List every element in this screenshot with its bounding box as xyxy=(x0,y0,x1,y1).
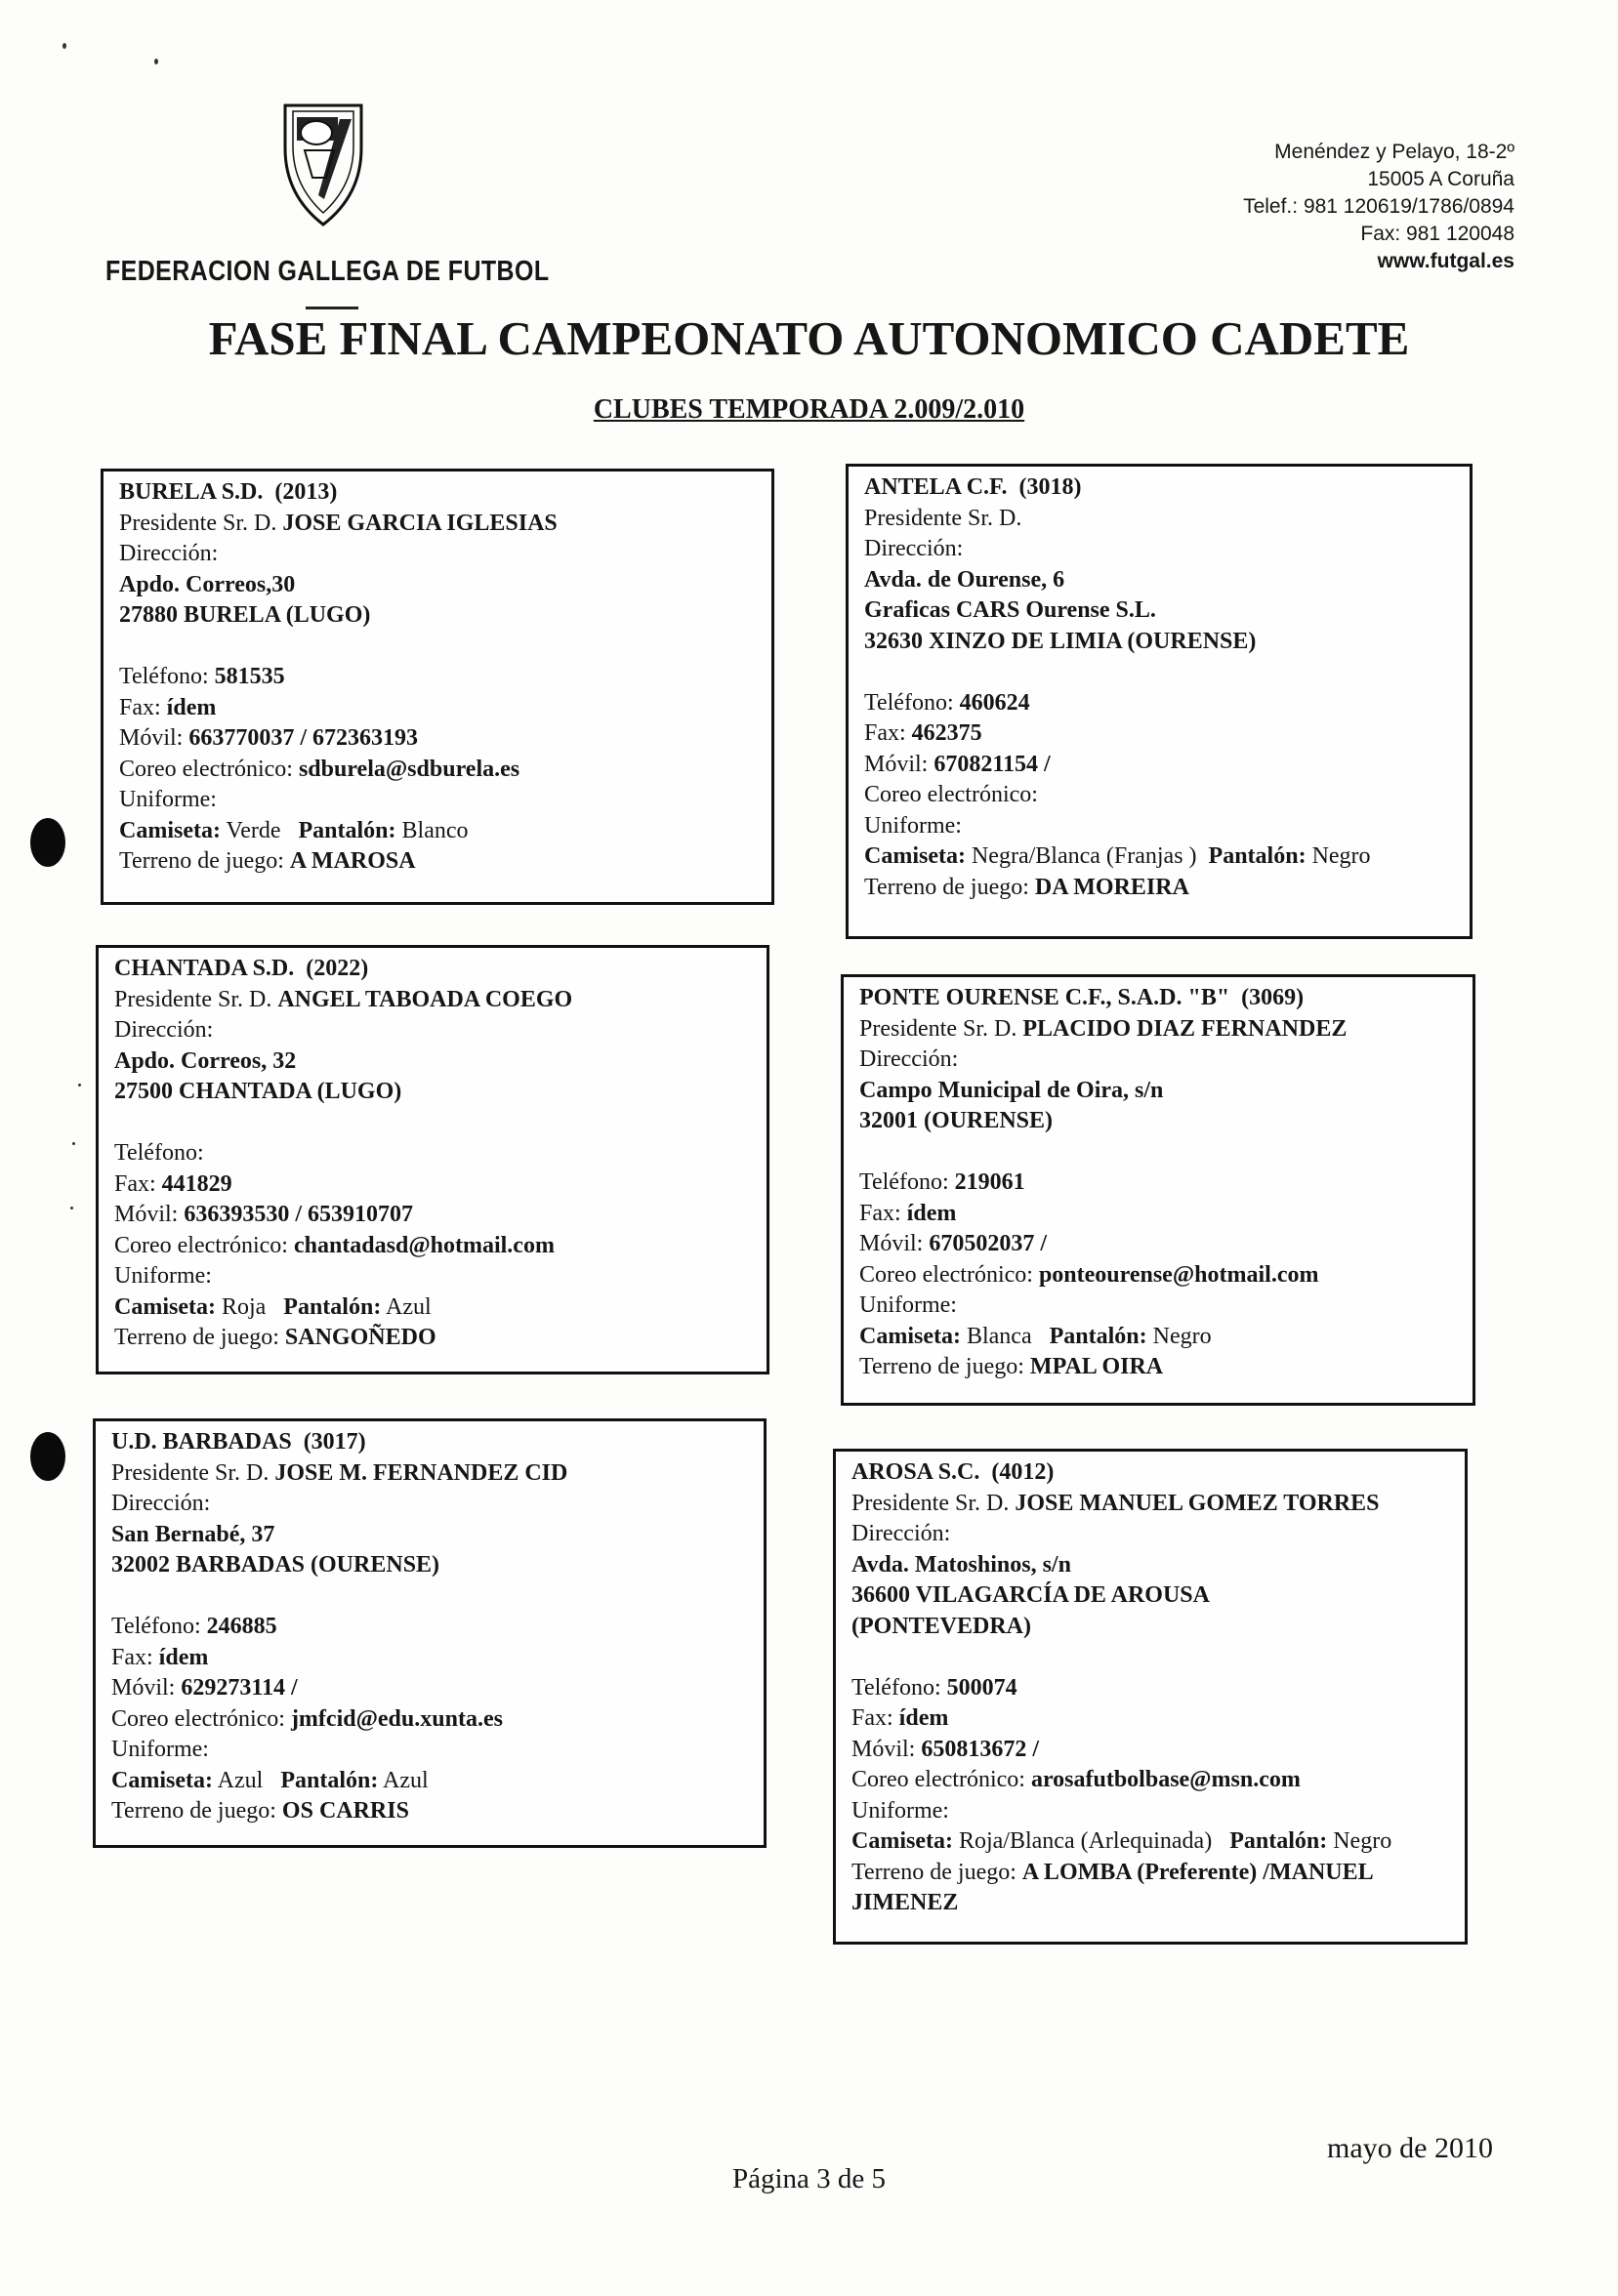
phone-label: Teléfono: xyxy=(851,1674,941,1701)
club-name-line xyxy=(864,472,1454,504)
club-card-burela xyxy=(101,469,774,905)
address-label: Dirección: xyxy=(864,536,964,561)
shorts-label: Pantalón: xyxy=(1049,1323,1147,1349)
shirt-label: Camiseta: xyxy=(114,1293,216,1320)
ground-value: MPAL OIRA xyxy=(1029,1354,1164,1379)
ground-label: Terreno de juego: xyxy=(111,1798,276,1824)
address-line: Avda. Matoshinos, s/n xyxy=(851,1551,1071,1578)
fax-value: 441829 xyxy=(161,1170,232,1197)
address-line: 32001 (OURENSE) xyxy=(859,1108,1054,1133)
shorts-value: Negro xyxy=(1333,1828,1392,1854)
club-name: PONTE OURENSE C.F., S.A.D. "B" xyxy=(859,985,1230,1010)
address-telephone: Telef.: 981 120619/1786/0894 xyxy=(1243,195,1514,218)
kit-line xyxy=(119,816,756,847)
title-overline xyxy=(306,307,358,309)
shorts-value: Azul xyxy=(386,1293,432,1320)
president-label: Presidente Sr. D. xyxy=(859,1015,1017,1042)
address-city: 15005 A Coruña xyxy=(1367,168,1514,190)
phone-value: 581535 xyxy=(214,664,285,689)
shorts-value: Blanco xyxy=(401,817,469,843)
address-line: San Bernabé, 37 xyxy=(111,1521,275,1547)
mobile-value: 636393530 / 653910707 xyxy=(184,1202,414,1227)
ground-value: OS CARRIS xyxy=(281,1798,409,1824)
mobile-value: 650813672 / xyxy=(921,1736,1040,1762)
club-card-barbadas xyxy=(93,1418,767,1848)
uniform-label: Uniforme: xyxy=(864,812,962,839)
fax-value: ídem xyxy=(166,694,217,720)
president-name: JOSE MANUEL GOMEZ TORRES xyxy=(1015,1490,1380,1516)
phone-label: Teléfono: xyxy=(119,664,209,689)
phone-label: Teléfono: xyxy=(111,1614,201,1639)
federation-address-block xyxy=(1243,139,1514,275)
uniform-label: Uniforme: xyxy=(859,1292,957,1318)
uniform-label: Uniforme: xyxy=(111,1737,209,1762)
phone-value: 246885 xyxy=(206,1614,277,1639)
fax-value: 462375 xyxy=(911,720,982,746)
phone-value: 460624 xyxy=(959,689,1030,716)
ground-line xyxy=(859,1352,1457,1383)
shirt-label: Camiseta: xyxy=(119,817,221,843)
scan-speck xyxy=(154,59,158,64)
fax-label: Fax: xyxy=(864,720,906,746)
address-line: Apdo. Correos, 32 xyxy=(114,1047,297,1074)
shorts-label: Pantalón: xyxy=(1208,843,1307,869)
address-label: Dirección: xyxy=(111,1491,211,1516)
address-line: Apdo. Correos,30 xyxy=(119,571,296,597)
email-label: Coreo electrónico: xyxy=(119,756,293,782)
phone-line xyxy=(859,1168,1457,1199)
shorts-label: Pantalón: xyxy=(280,1767,379,1793)
shorts-value: Negro xyxy=(1152,1323,1212,1349)
mobile-value: 670821154 / xyxy=(933,751,1051,777)
email-line xyxy=(114,1231,751,1262)
fax-label: Fax: xyxy=(859,1200,901,1226)
shorts-label: Pantalón: xyxy=(283,1293,382,1320)
fax-label: Fax: xyxy=(114,1170,156,1197)
address-label: Dirección: xyxy=(114,1017,214,1043)
shirt-value: Verde xyxy=(226,817,281,843)
fax-line xyxy=(114,1169,751,1201)
fax-line xyxy=(864,718,1454,750)
ground-value: A LOMBA (Preferente) /MANUEL xyxy=(1021,1859,1374,1885)
mobile-label: Móvil: xyxy=(864,751,929,777)
ground-line xyxy=(111,1796,748,1827)
email-label: Coreo electrónico: xyxy=(114,1232,288,1258)
fax-label: Fax: xyxy=(119,694,161,720)
season-label: CLUBES TEMPORADA 2.009/2.010 xyxy=(593,394,1025,425)
ground-value: SANGOÑEDO xyxy=(284,1325,436,1350)
phone-line xyxy=(111,1612,748,1643)
president-line xyxy=(119,509,756,540)
email-line xyxy=(859,1260,1457,1292)
address-line: Campo Municipal de Oira, s/n xyxy=(859,1077,1164,1103)
club-card-arosa xyxy=(833,1449,1468,1945)
mobile-line xyxy=(859,1229,1457,1260)
ground-value-continued: JIMENEZ xyxy=(851,1890,959,1915)
mobile-value: 670502037 / xyxy=(929,1231,1048,1256)
shorts-label: Pantalón: xyxy=(298,817,396,843)
shirt-value: Negra/Blanca (Franjas ) xyxy=(971,843,1197,869)
mobile-line xyxy=(119,723,756,755)
shirt-label: Camiseta: xyxy=(864,843,966,869)
president-label: Presidente Sr. D. xyxy=(119,510,277,536)
shirt-label: Camiseta: xyxy=(851,1828,953,1854)
shirt-label: Camiseta: xyxy=(859,1323,961,1349)
club-code: (3017) xyxy=(303,1429,366,1455)
ground-label: Terreno de juego: xyxy=(114,1325,279,1350)
fax-value: ídem xyxy=(906,1200,957,1226)
club-name: CHANTADA S.D. xyxy=(114,956,295,981)
address-label: Dirección: xyxy=(859,1046,959,1072)
website-link[interactable]: www.futgal.es xyxy=(1377,250,1514,272)
phone-label: Teléfono: xyxy=(859,1169,949,1195)
shorts-value: Azul xyxy=(383,1767,429,1793)
phone-line xyxy=(851,1673,1449,1704)
email-value[interactable]: chantadasd@hotmail.com xyxy=(293,1232,555,1258)
punch-hole xyxy=(30,818,65,867)
ground-value: A MAROSA xyxy=(289,848,416,874)
fax-value: ídem xyxy=(898,1705,949,1731)
email-line xyxy=(111,1704,748,1736)
address-line: (PONTEVEDRA) xyxy=(851,1613,1031,1639)
president-label: Presidente Sr. D. xyxy=(864,505,1022,531)
president-label: Presidente Sr. D. xyxy=(114,986,272,1012)
kit-line xyxy=(111,1766,748,1797)
club-name: ANTELA C.F. xyxy=(864,474,1008,500)
president-line xyxy=(111,1458,748,1490)
phone-label: Teléfono: xyxy=(864,689,954,716)
kit-line xyxy=(851,1826,1449,1858)
mobile-value: 629273114 / xyxy=(181,1675,298,1701)
address-line: 32002 BARBADAS (OURENSE) xyxy=(111,1552,440,1578)
club-name-line xyxy=(851,1457,1449,1489)
uniform-label: Uniforme: xyxy=(114,1263,212,1289)
president-line xyxy=(859,1014,1457,1046)
scan-speck xyxy=(62,43,66,49)
club-code: (4012) xyxy=(991,1459,1055,1485)
phone-label: Teléfono: xyxy=(114,1140,204,1166)
address-line: Avda. de Ourense, 6 xyxy=(864,566,1065,593)
club-name-line xyxy=(119,477,756,509)
uniform-label: Uniforme: xyxy=(119,787,217,812)
fax-line xyxy=(119,693,756,724)
address-line: 32630 XINZO DE LIMIA (OURENSE) xyxy=(864,628,1257,654)
mobile-line xyxy=(864,750,1454,781)
address-line: 27500 CHANTADA (LUGO) xyxy=(114,1079,402,1104)
mobile-label: Móvil: xyxy=(111,1675,176,1701)
email-label: Coreo electrónico: xyxy=(864,782,1038,807)
mobile-value: 663770037 / 672363193 xyxy=(188,725,419,751)
president-name: JOSE GARCIA IGLESIAS xyxy=(282,510,558,536)
address-label: Dirección: xyxy=(119,541,219,566)
president-line xyxy=(114,985,751,1016)
ground-label: Terreno de juego: xyxy=(119,848,284,874)
club-name-line xyxy=(859,983,1457,1014)
email-label: Coreo electrónico: xyxy=(851,1767,1025,1792)
fax-label: Fax: xyxy=(851,1705,893,1731)
federation-name: FEDERACION GALLEGA DE FUTBOL xyxy=(105,256,550,287)
uniform-label: Uniforme: xyxy=(851,1797,949,1824)
address-label: Dirección: xyxy=(851,1521,951,1546)
fax-label: Fax: xyxy=(111,1644,153,1670)
shirt-value: Roja xyxy=(221,1293,267,1320)
president-name: PLACIDO DIAZ FERNANDEZ xyxy=(1022,1015,1348,1042)
fax-line xyxy=(859,1199,1457,1230)
address-line: 36600 VILAGARCÍA DE AROUSA xyxy=(851,1582,1210,1608)
club-name: BURELA S.D. xyxy=(119,479,264,505)
mobile-line xyxy=(111,1673,748,1704)
phone-value: 500074 xyxy=(946,1674,1017,1701)
email-label: Coreo electrónico: xyxy=(859,1261,1033,1288)
club-name: AROSA S.C. xyxy=(851,1459,980,1485)
shorts-label: Pantalón: xyxy=(1229,1828,1328,1854)
email-line xyxy=(851,1765,1449,1796)
president-line xyxy=(851,1489,1449,1520)
club-name-line xyxy=(114,954,751,985)
shirt-label: Camiseta: xyxy=(111,1767,213,1793)
address-fax: Fax: 981 120048 xyxy=(1360,223,1514,245)
ground-label: Terreno de juego: xyxy=(864,874,1029,900)
shirt-value: Roja/Blanca (Arlequinada) xyxy=(958,1828,1213,1854)
fax-line xyxy=(111,1643,748,1674)
email-value[interactable]: ponteourense@hotmail.com xyxy=(1038,1261,1319,1288)
mobile-line xyxy=(114,1200,751,1231)
scan-speck xyxy=(78,1084,81,1086)
ground-line xyxy=(119,846,756,878)
federation-crest-logo xyxy=(279,102,367,228)
president-name: JOSE M. FERNANDEZ CID xyxy=(274,1459,568,1486)
document-date: mayo de 2010 xyxy=(1327,2132,1493,2164)
mobile-label: Móvil: xyxy=(859,1231,924,1256)
ground-line xyxy=(864,873,1454,904)
kit-line xyxy=(864,841,1454,873)
ground-label: Terreno de juego: xyxy=(851,1859,1016,1885)
page-title: FASE FINAL CAMPEONATO AUTONOMICO CADETE xyxy=(208,311,1410,365)
fax-value: ídem xyxy=(158,1644,209,1670)
club-name-line xyxy=(111,1427,748,1458)
club-card-antela xyxy=(846,464,1473,939)
club-card-ponte-ourense xyxy=(841,974,1475,1406)
address-street: Menéndez y Pelayo, 18-2º xyxy=(1274,141,1514,163)
ground-value: DA MOREIRA xyxy=(1034,874,1189,900)
email-line xyxy=(119,755,756,786)
ground-line xyxy=(114,1323,751,1354)
mobile-line xyxy=(851,1735,1449,1766)
phone-value: 219061 xyxy=(954,1169,1025,1195)
club-name: U.D. BARBADAS xyxy=(111,1429,292,1455)
address-line: Graficas CARS Ourense S.L. xyxy=(864,597,1156,623)
ground-line xyxy=(851,1858,1449,1889)
shirt-value: Azul xyxy=(217,1767,264,1793)
page-number: Página 3 de 5 xyxy=(731,2163,887,2194)
mobile-label: Móvil: xyxy=(114,1202,179,1227)
email-label: Coreo electrónico: xyxy=(111,1705,285,1732)
kit-line xyxy=(859,1322,1457,1353)
email-value[interactable]: arosafutbolbase@msn.com xyxy=(1030,1767,1301,1792)
president-name: ANGEL TABOADA COEGO xyxy=(277,986,573,1012)
president-label: Presidente Sr. D. xyxy=(851,1490,1010,1516)
address-line: 27880 BURELA (LUGO) xyxy=(119,602,371,628)
shirt-value: Blanca xyxy=(966,1323,1032,1349)
club-card-chantada xyxy=(96,945,769,1374)
club-code: (3069) xyxy=(1241,985,1305,1010)
fax-line xyxy=(851,1703,1449,1735)
punch-hole xyxy=(30,1432,65,1481)
scan-speck xyxy=(70,1207,73,1210)
phone-line xyxy=(119,662,756,693)
club-code: (2022) xyxy=(306,956,369,981)
page-subtitle xyxy=(0,394,1618,426)
email-value[interactable]: sdburela@sdburela.es xyxy=(298,756,520,782)
president-label: Presidente Sr. D. xyxy=(111,1459,270,1486)
ground-label: Terreno de juego: xyxy=(859,1354,1024,1379)
mobile-label: Móvil: xyxy=(119,725,184,751)
kit-line xyxy=(114,1292,751,1324)
scan-speck xyxy=(72,1142,75,1145)
shorts-value: Negro xyxy=(1311,843,1371,869)
club-code: (2013) xyxy=(274,479,338,505)
phone-line xyxy=(864,688,1454,719)
email-value[interactable]: jmfcid@edu.xunta.es xyxy=(290,1705,503,1732)
club-code: (3018) xyxy=(1018,474,1082,500)
mobile-label: Móvil: xyxy=(851,1736,916,1762)
